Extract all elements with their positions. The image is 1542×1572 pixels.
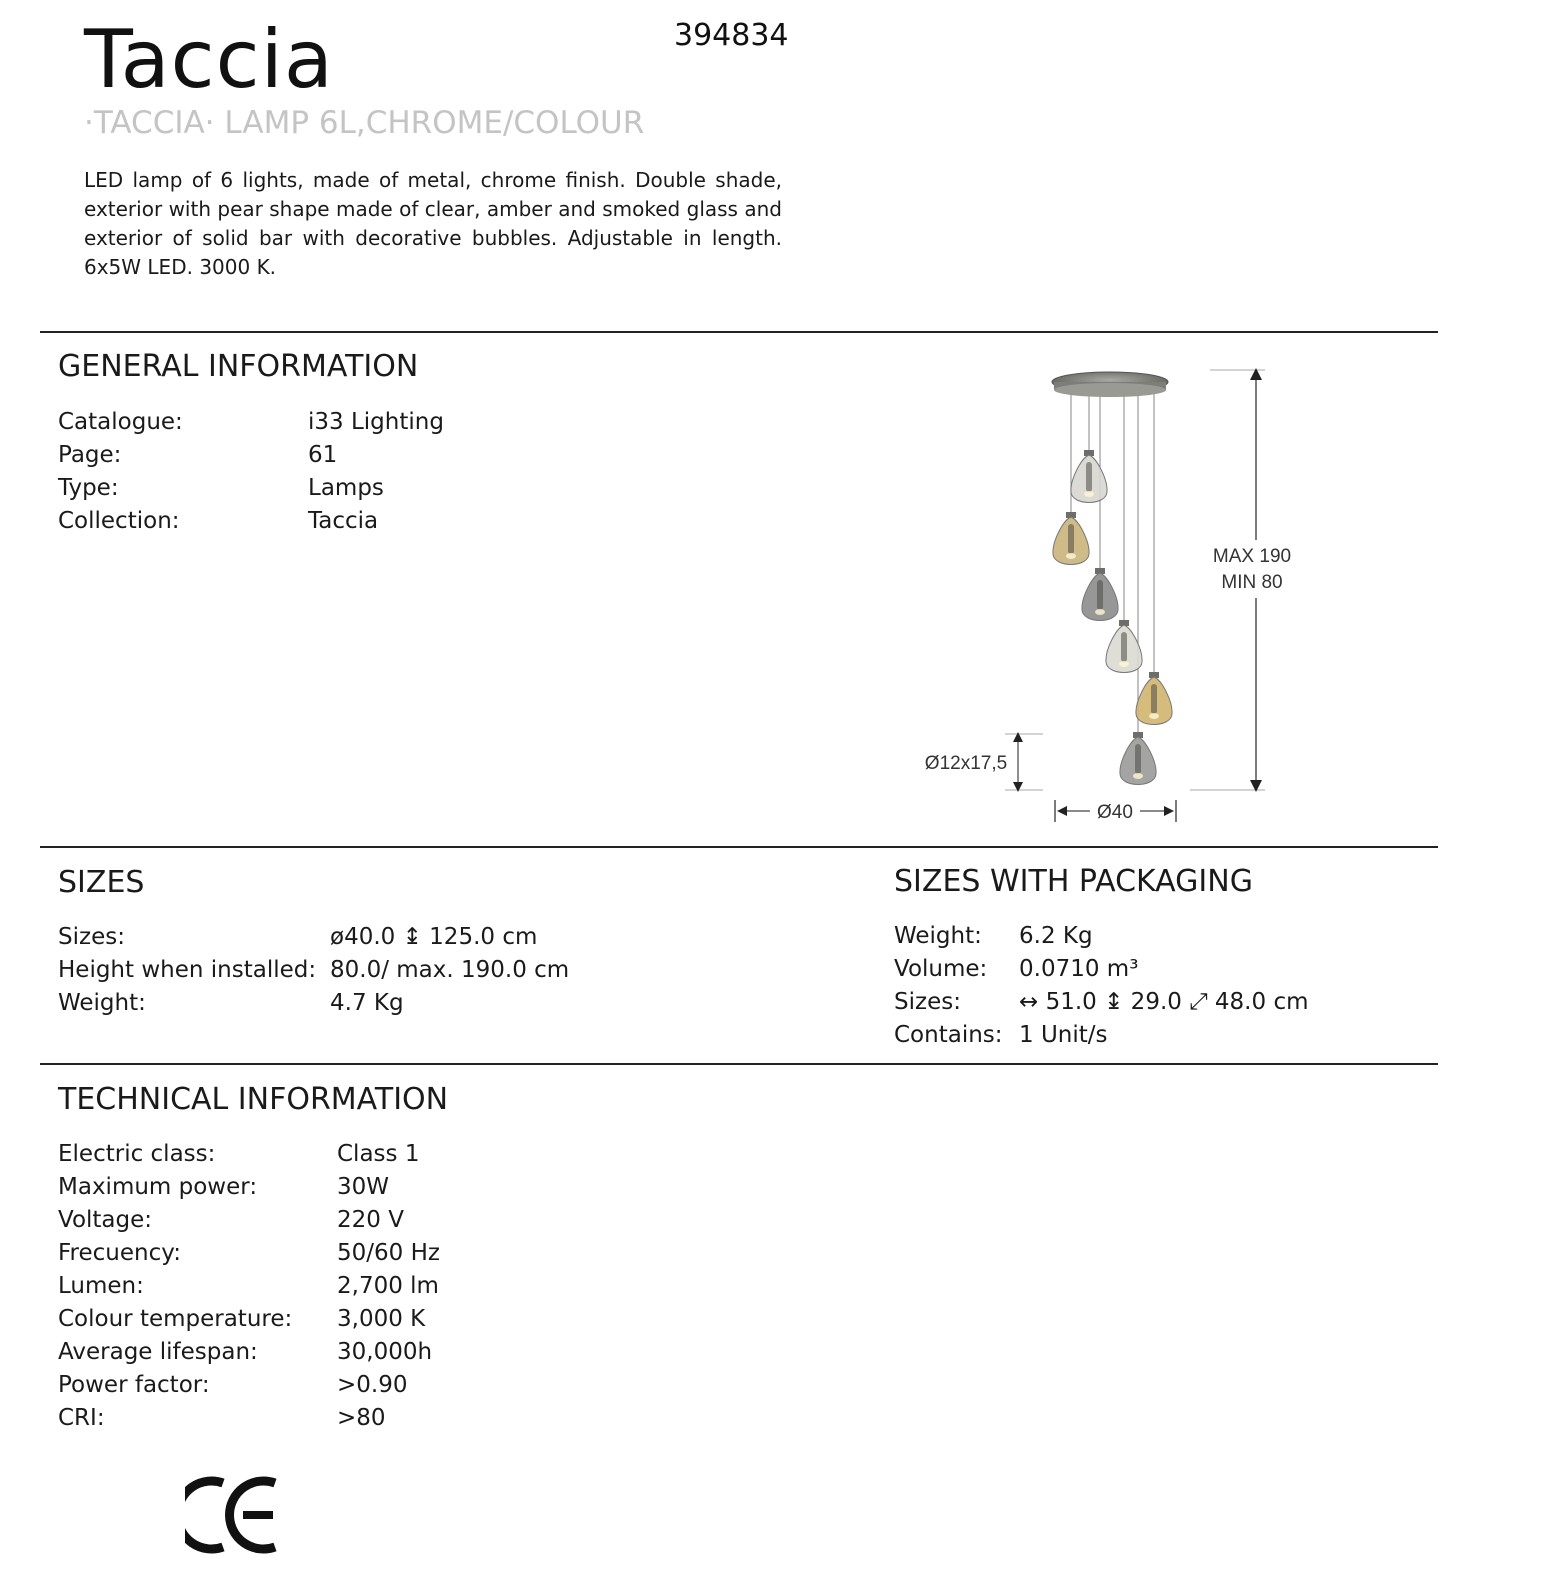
divider: [40, 846, 1438, 848]
divider: [40, 1063, 1438, 1065]
technical-value: 220 V: [337, 1207, 404, 1233]
glass-shade: [1120, 732, 1156, 785]
sizes-label: Weight:: [58, 990, 146, 1016]
glass-shade: [1071, 450, 1107, 503]
packaging-value: 6.2 Kg: [1019, 923, 1093, 949]
packaging-label: Weight:: [894, 923, 982, 949]
arrow-head: [1057, 806, 1067, 816]
general-value: Taccia: [308, 508, 379, 534]
suspension-cables: [1071, 394, 1154, 734]
glass-shade: [1136, 672, 1172, 725]
product-reference: 394834: [674, 18, 789, 53]
technical-label: Frecuency:: [58, 1240, 181, 1266]
general-value: Lamps: [308, 475, 384, 501]
technical-label: Voltage:: [58, 1207, 153, 1233]
packaging-value: ↔ 51.0 ↨ 29.0 ⤢ 48.0 cm: [1019, 989, 1309, 1015]
technical-value: 30W: [337, 1174, 390, 1200]
product-subtitle: ·TACCIA· LAMP 6L,CHROME/COLOUR: [84, 105, 645, 141]
ce-mark-icon: [185, 1475, 285, 1555]
diameter-label: Ø40: [1097, 802, 1133, 823]
technical-value: >0.90: [337, 1372, 408, 1398]
sizes-heading: SIZES: [58, 865, 145, 900]
height-max-label: MAX 190: [1212, 546, 1292, 567]
packaging-label: Contains:: [894, 1022, 1003, 1048]
technical-label: Colour temperature:: [58, 1306, 293, 1332]
technical-value: 3,000 K: [337, 1306, 426, 1332]
technical-heading: TECHNICAL INFORMATION: [58, 1082, 449, 1117]
shade-size-label: Ø12x17,5: [924, 753, 1008, 774]
general-label: Type:: [58, 475, 119, 501]
general-label: Catalogue:: [58, 409, 183, 435]
arrow-head: [1164, 806, 1174, 816]
technical-value: >80: [337, 1405, 386, 1431]
technical-label: CRI:: [58, 1405, 105, 1431]
sizes-value: ø40.0 ↨ 125.0 cm: [330, 924, 538, 950]
technical-label: Electric class:: [58, 1141, 216, 1167]
general-value: i33 Lighting: [308, 409, 444, 435]
packaging-value: 1 Unit/s: [1019, 1022, 1108, 1048]
technical-label: Maximum power:: [58, 1174, 258, 1200]
lamp-drawing: [900, 350, 1320, 830]
general-label: Collection:: [58, 508, 180, 534]
technical-value: 2,700 lm: [337, 1273, 439, 1299]
glass-shade: [1106, 620, 1142, 673]
general-value: 61: [308, 442, 338, 468]
general-label: Page:: [58, 442, 122, 468]
glass-shade: [1053, 512, 1089, 565]
packaging-value: 0.0710 m³: [1019, 956, 1139, 982]
general-info-heading: GENERAL INFORMATION: [58, 349, 419, 384]
sizes-label: Sizes:: [58, 924, 125, 950]
technical-value: 30,000h: [337, 1339, 433, 1365]
technical-label: Average lifespan:: [58, 1339, 258, 1365]
packaging-heading: SIZES WITH PACKAGING: [894, 864, 1253, 899]
technical-value: Class 1: [337, 1141, 420, 1167]
divider: [40, 331, 1438, 333]
glass-shade: [1082, 568, 1118, 621]
sizes-value: 80.0/ max. 190.0 cm: [330, 957, 570, 983]
packaging-label: Volume:: [894, 956, 988, 982]
packaging-label: Sizes:: [894, 989, 961, 1015]
technical-value: 50/60 Hz: [337, 1240, 440, 1266]
technical-label: Power factor:: [58, 1372, 210, 1398]
height-min-label: MIN 80: [1221, 572, 1283, 593]
sizes-label: Height when installed:: [58, 957, 317, 983]
product-description: LED lamp of 6 lights, made of metal, chrome finish. Double shade, exterior with pear shape made of clear, amber and smoked glass and exterior of solid bar with decorative bubbles. Adjustable in length. 6x5W LED. 3000 K.: [84, 168, 782, 279]
technical-label: Lumen:: [58, 1273, 144, 1299]
sizes-value: 4.7 Kg: [330, 990, 404, 1016]
product-title: Taccia: [84, 13, 334, 106]
